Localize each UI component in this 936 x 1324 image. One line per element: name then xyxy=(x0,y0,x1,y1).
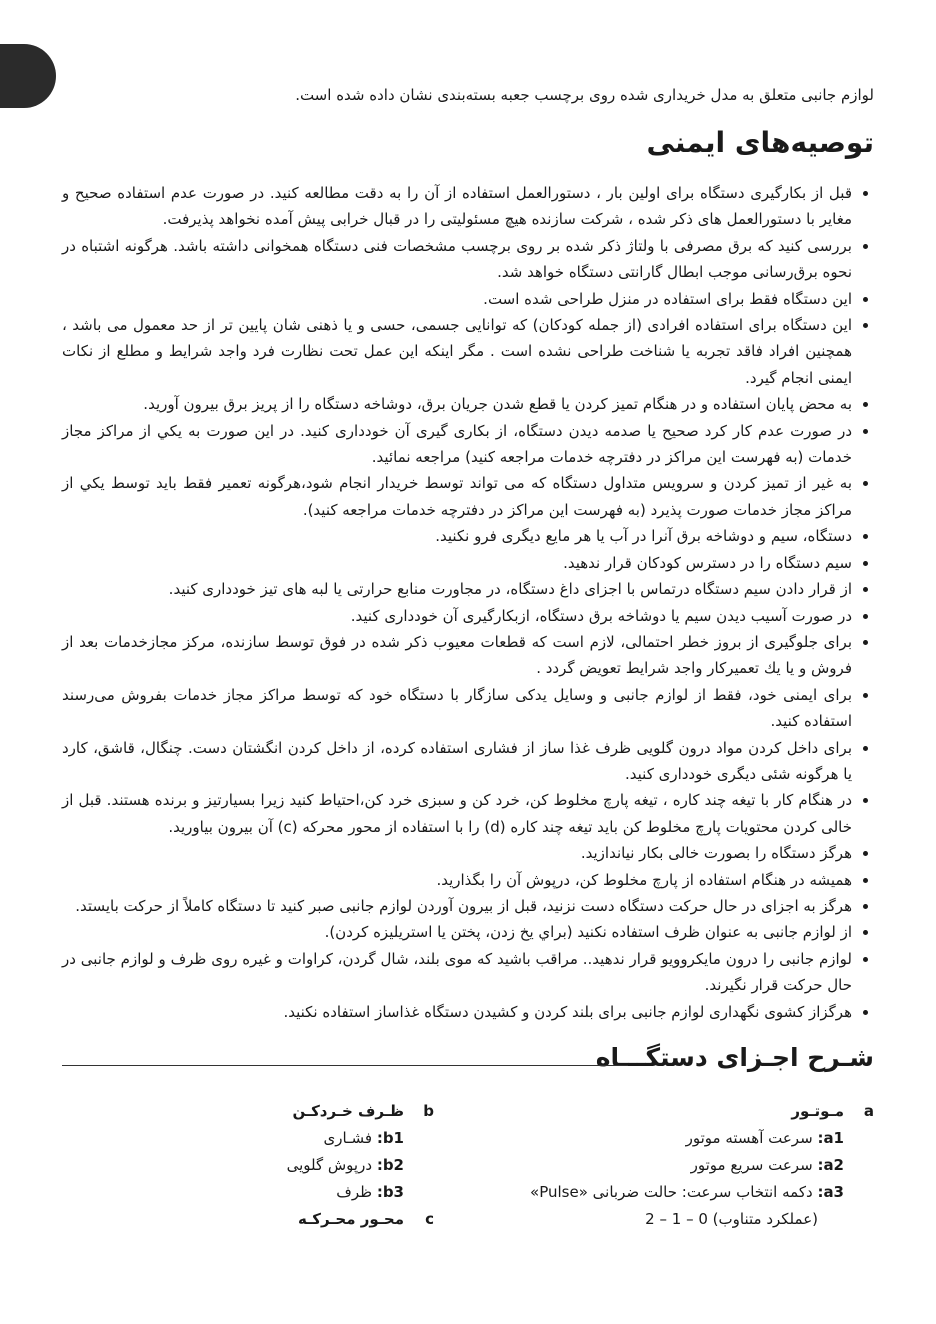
parts-title: شـرح اجـزای دستگـــاه xyxy=(595,1043,874,1072)
part-code: a1 xyxy=(823,1129,844,1147)
safety-item: همیشه در هنگام استفاده از پارچ مخلوط کن، درپوش آن را بگذارید. xyxy=(62,867,852,893)
safety-list xyxy=(62,180,874,1025)
safety-item: این دستگاه برای استفاده افرادی (از جمله کودکان) که توانایی جسمی، حسی و یا ذهنی شان پایین تر از حد معمول می باشد ، همچنین افراد فاقد تجربه یا شناخت طراحی نشده است . مگر اینکه این عمل تحت نظارت فرد واجد شرایط و مطلع از نکات ایمنی انجام گیرد. xyxy=(62,312,852,391)
safety-item: در صورت آسیب دیدن سیم یا دوشاخه برق دستگاه، ازبکارگیری آن خودداری کنید. xyxy=(62,603,852,629)
part-item: b1 : فشـاری xyxy=(184,1125,434,1152)
safety-item: از قرار دادن سیم دستگاه درتماس با اجزای داغ دستگاه، در مجاورت منابع حرارتی یا لبه های تیز خودداری کنید. xyxy=(62,576,852,602)
part-label: دکمه انتخاب سرعت: حالت ضربانی «Pulse» xyxy=(530,1183,813,1201)
part-label: سرعت آهسته موتور xyxy=(685,1129,813,1147)
part-code: b2 xyxy=(382,1156,404,1174)
part-title: مـوتـور xyxy=(791,1102,844,1120)
safety-item: برای جلوگیری از بروز خطر احتمالی، لازم است که قطعات معیوب ذکر شده در فوق توسط سازنده، مرکز مجازخدمات بعد از فروش و یا يك تعمیرکار واجد شرایط تعویض گردد . xyxy=(62,629,852,682)
part-letter: c xyxy=(425,1210,434,1228)
safety-item: هرگز به اجزای در حال حرکت دستگاه دست نزنید، قبل از بیرون آوردن لوازم جانبی صبر کنید تا دستگاه کاملاً از حرکت بایستد. xyxy=(62,893,852,919)
parts-column-motor xyxy=(494,1098,874,1233)
part-code: b3 xyxy=(382,1183,404,1201)
part-letter: b xyxy=(423,1102,434,1120)
safety-title: توصیه‌های ایمنی xyxy=(646,126,874,159)
page-edge-tab xyxy=(0,44,56,108)
safety-item: برای ایمنی خود، فقط از لوازم جانبی و وسایل یدکی سازگار با دستگاه خود که توسط مراکز مجاز خدمات بفروش می‌رسند استفاده کنید. xyxy=(62,682,852,735)
part-a-row xyxy=(494,1098,874,1125)
safety-item: لوازم جانبی را درون مایکروویو قرار ندهید.. مراقب باشید که موی بلند، شال گردن، کراوات و غیره روی ظرف و لوازم جانبی در حال حرکت قرار نگیرند. xyxy=(62,946,852,999)
part-label: ظرف xyxy=(336,1183,373,1201)
part-item-continuation xyxy=(494,1206,874,1233)
safety-item: این دستگاه فقط برای استفاده در منزل طراحی شده است. xyxy=(62,286,852,312)
part-item: b3 : ظرف xyxy=(184,1179,434,1206)
part-code: b1 xyxy=(382,1129,404,1147)
parts-header xyxy=(62,1034,874,1082)
part-c-row xyxy=(184,1206,434,1233)
safety-item: دستگاه، سیم و دوشاخه برق آنرا در آب یا هر مایع دیگری فرو نکنید. xyxy=(62,523,852,549)
safety-item: بررسی کنید که برق مصرفی با ولتاژ ذکر شده بر روی برچسب مشخصات فنی دستگاه همخوانی داشته باشد. هرگونه اشتباه در نحوه برق‌رسانی موجب ابطال گارانتی دستگاه خواهد شد. xyxy=(62,233,852,286)
safety-item: سیم دستگاه را در دسترس کودکان قرار ندهید. xyxy=(62,550,852,576)
part-item: a3 : دکمه انتخاب سرعت: حالت ضربانی «Pulse» xyxy=(494,1179,874,1206)
part-label: سرعت سریع موتور xyxy=(690,1156,813,1174)
safety-item: برای داخل کردن مواد درون گلویی ظرف غذا ساز از فشاری استفاده کرده، از داخل کردن انگشتان دست. چنگال، قاشق، کارد یا هرگونه شئی دیگری خودداری کنید. xyxy=(62,735,852,788)
part-code: a3 xyxy=(823,1183,844,1201)
part-code: a2 xyxy=(823,1156,844,1174)
part-label: درپوش گلویی xyxy=(286,1156,373,1174)
intro-text: لوازم جانبی متعلق به مدل خریداری شده روی برچسب جعبه بسته‌بندی نشان داده شده است. xyxy=(295,86,874,104)
part-title: ظـرف خـردکـن xyxy=(292,1102,404,1120)
safety-item: به محض پایان استفاده و در هنگام تمیز کردن یا قطع شدن جریان برق، دوشاخه دستگاه را از پریز برق بیرون آورید. xyxy=(62,391,852,417)
safety-item: در صورت عدم کار کرد صحیح یا صدمه دیدن دستگاه، از بکاری گیری آن خودداری کنید. در این صورت به يکي از مراکز مجاز خدمات (به فهرست این مراکز در دفترچه خدمات مراجعه کنید) مراجعه نمائید. xyxy=(62,418,852,471)
safety-item: قبل از بکارگیری دستگاه برای اولین بار ، دستورالعمل استفاده از آن را به دقت مطالعه کنید. در صورت عدم استفاده صحیح و مغایر با دستورالعمل های ذکر شده ، شرکت سازنده هیچ مسئولیتی را در قبال خرابی پیش آمده نخواهد پذیرفت. xyxy=(62,180,852,233)
safety-item: از لوازم جانبی به عنوان ظرف استفاده نکنید (براي يخ زدن، پختن يا استریلیزه کردن). xyxy=(62,919,852,945)
safety-item: در هنگام کار با تیغه چند کاره ، تیغه پارچ مخلوط کن، خرد کن و سبزی خرد کن،احتیاط کنید زیرا بسیارتیز و برنده هستند. قبل از خالی کردن محتویات پارچ مخلوط کن باید تیغه چند کاره (d) را با استفاده از محور محرکه (c) آن بیرون بیاورید. xyxy=(62,787,852,840)
part-b-row xyxy=(184,1098,434,1125)
parts-column-bowl xyxy=(184,1098,434,1233)
safety-item: هرگزاز کشوی نگهداری لوازم جانبی برای بلند کردن و کشیدن دستگاه غذاساز استفاده نکنید. xyxy=(62,999,852,1025)
part-item: a1 : سرعت آهسته موتور xyxy=(494,1125,874,1152)
safety-item: هرگز دستگاه را بصورت خالی بکار نیاندازید. xyxy=(62,840,852,866)
part-letter: a xyxy=(863,1102,874,1120)
safety-item: به غیر از تمیز کردن و سرویس متداول دستگاه که می تواند توسط خریدار انجام شود،هرگونه تعمیر فقط باید توسط يکي از مراکز مجاز خدمات صورت پذیرد (به فهرست این مراکز در دفترچه خدمات مراجعه کنید). xyxy=(62,470,852,523)
parts-divider xyxy=(62,1065,628,1066)
part-item: b2 : درپوش گلویی xyxy=(184,1152,434,1179)
part-item: a2 : سرعت سریع موتور xyxy=(494,1152,874,1179)
part-label: فشـاری xyxy=(323,1129,373,1147)
part-label: (عملکرد متناوب) 0 – 1 – 2 xyxy=(645,1210,818,1228)
part-title: محـور محـرکـه xyxy=(298,1210,404,1228)
